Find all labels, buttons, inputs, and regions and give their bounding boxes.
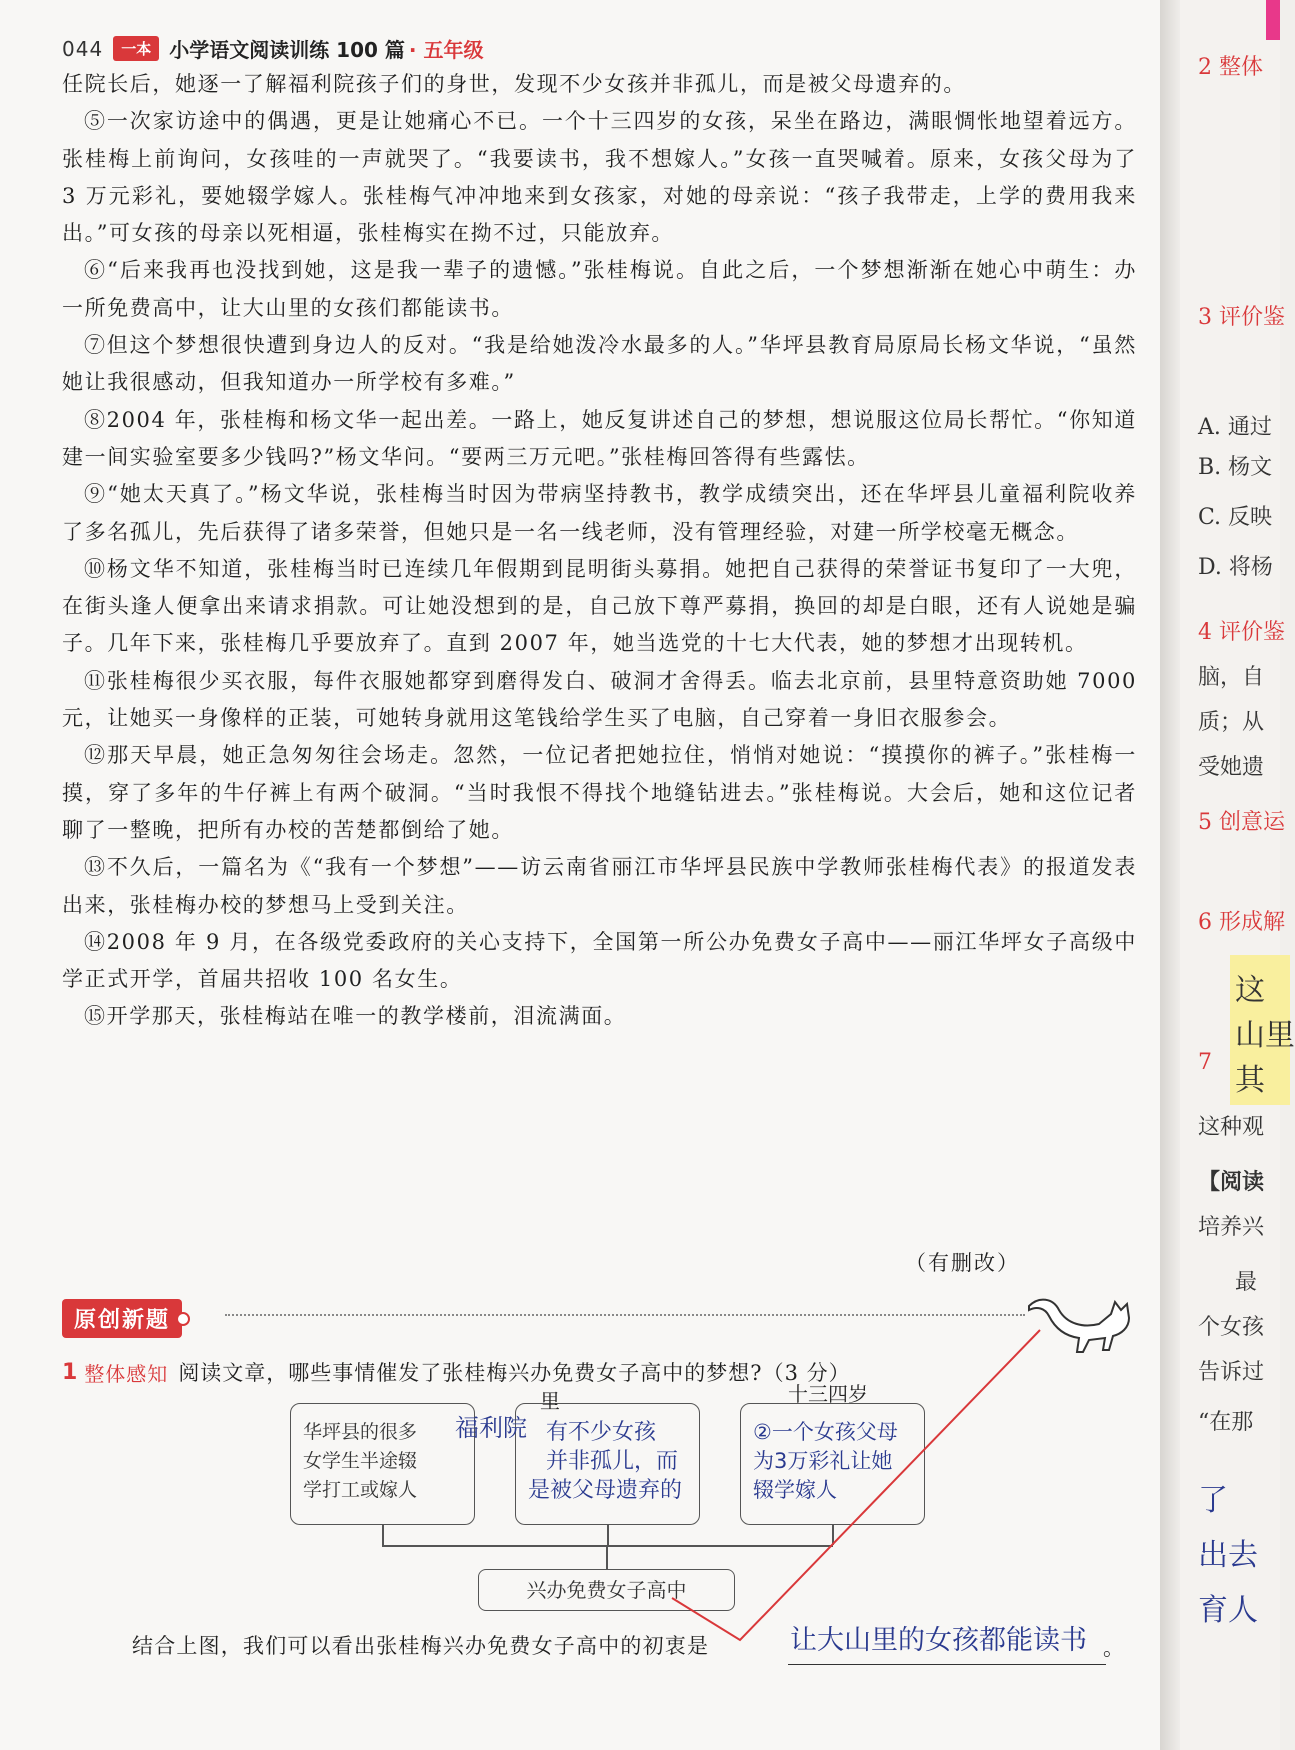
conclusion-text xyxy=(132,1630,709,1660)
question-number: 1 xyxy=(62,1359,79,1385)
connector-line xyxy=(382,1545,833,1547)
pink-tab xyxy=(1266,0,1280,40)
right-page-text: 【阅读 xyxy=(1198,1169,1265,1195)
diagram-box-3 xyxy=(740,1403,925,1525)
grade-label: · 五年级 xyxy=(408,38,484,62)
conclusion-prompt: 结合上图，我们可以看出张桂梅兴办免费女子高中的初衷是 xyxy=(132,1634,710,1658)
box-line: 学打工或嫁人 xyxy=(303,1479,418,1501)
connector-line xyxy=(382,1525,384,1545)
book-gutter xyxy=(1160,0,1180,1750)
paragraph: ⑫那天早晨，她正急匆匆往会场走。忽然，一位记者把她拉住，悄悄对她说：“摸摸你的裤子。”张桂梅一摸，穿了多年的牛仔裤上有两个破洞。“当时我恨不得找个地缝钻进去。”张桂梅说。大会后，她和这位记者聊了一整晚，把所有办校的苦楚都倒给了她。 xyxy=(62,743,1137,842)
article-text xyxy=(62,66,1137,1036)
connector-line xyxy=(607,1525,609,1545)
handwritten-line: 并非孤儿，而 xyxy=(546,1449,679,1474)
source-note: （有删改） xyxy=(905,1251,1020,1275)
right-page-text: A. 通过 xyxy=(1198,415,1272,440)
handwritten-annotation: 福利院 xyxy=(455,1414,527,1442)
right-page-text: “在那 xyxy=(1198,1410,1254,1435)
right-page-text: 这 xyxy=(1235,973,1265,1008)
paragraph: ⑬不久后，一篇名为《“我有一个梦想”——访云南省丽江市华坪县民族中学教师张桂梅代表》的报道发表出来，张桂梅办校的梦想马上受到关注。 xyxy=(62,855,1137,917)
page-header xyxy=(62,34,483,63)
right-page-text: 3 评价鉴 xyxy=(1198,305,1285,330)
dotted-divider xyxy=(225,1314,1025,1316)
right-page-text: 5 创意运 xyxy=(1198,810,1285,835)
paragraph: ⑪张桂梅很少买衣服，每件衣服她都穿到磨得发白、破洞才舍得丢。临去北京前，县里特意资助她 7000 元，让她买一身像样的正装，可她转身就用这笔钱给学生买了电脑，自己穿着一身旧衣服参会。 xyxy=(62,668,1137,731)
conclusion-end: 。 xyxy=(1103,1636,1124,1660)
right-page-text: 出去 xyxy=(1198,1538,1258,1573)
handwritten-annotation: 里 xyxy=(540,1389,560,1413)
right-page-text: 7 xyxy=(1198,1050,1212,1075)
right-page-text: 4 评价鉴 xyxy=(1198,620,1285,645)
right-page-text: 了 xyxy=(1198,1483,1228,1518)
right-page-text: C. 反映 xyxy=(1198,505,1273,530)
right-page-text: 其 xyxy=(1235,1063,1265,1098)
right-page-text: 脑，自 xyxy=(1198,665,1265,690)
paragraph: ⑦但这个梦想很快遭到身边人的反对。“我是给她泼冷水最多的人。”华坪县教育局原局长杨文华说，“虽然她让我很感动，但我知道办一所学校有多难。” xyxy=(62,333,1137,395)
right-page-text: 山里 xyxy=(1235,1018,1295,1053)
paragraph: ⑥“后来我再也没找到她，这是我一辈子的遗憾。”张桂梅说。自此之后，一个梦想渐渐在她心中萌生：办一所免费高中，让大山里的女孩们都能读书。 xyxy=(62,258,1137,320)
section-banner-label: 原创新题 xyxy=(62,1299,182,1338)
brand-logo: 一本 xyxy=(113,36,159,61)
right-page-text: 质；从 xyxy=(1198,710,1265,735)
paragraph: ⑨“她太天真了。”杨文华说，张桂梅当时因为带病坚持教书，教学成绩突出，还在华坪县儿童福利院收养了多名孤儿，先后获得了诸多荣誉，但她只是一名一线老师，没有管理经验，对建一所学校毫无概念。 xyxy=(62,482,1137,544)
diagram-center-box: 兴办免费女子高中 xyxy=(478,1569,735,1611)
right-page-text: 个女孩 xyxy=(1198,1315,1265,1340)
right-page-text: B. 杨文 xyxy=(1198,455,1273,480)
right-page-text: 2 整体 xyxy=(1198,55,1263,80)
paragraph: ⑧2004 年，张桂梅和杨文华一起出差。一路上，她反复讲述自己的梦想，想说服这位局长帮忙。“你知道建一间实验室要多少钱吗?”杨文华问。“要两三万元吧。”张桂梅回答得有些露怯。 xyxy=(62,407,1137,469)
right-page-text: 受她遗 xyxy=(1198,755,1265,780)
right-page-text: 这种观 xyxy=(1198,1115,1265,1140)
paragraph: ⑤一次家访途中的偶遇，更是让她痛心不已。一个十三四岁的女孩，呆坐在路边，满眼惆怅地望着远方。张桂梅上前询问，女孩哇的一声就哭了。“我要读书，我不想嫁人。”女孩一直哭喊着。原来，女孩父母为了 3 万元彩礼，要她辍学嫁人。张桂梅气冲冲地来到女孩家，对她的母亲说：“孩子我带走，上学的费用我来出。”可女孩的母亲以死相逼，张桂梅实在拗不过，只能放弃。 xyxy=(62,109,1137,246)
right-page-text: 育人 xyxy=(1198,1593,1258,1628)
question-1 xyxy=(62,1357,851,1387)
paragraph: 任院长后，她逐一了解福利院孩子们的身世，发现不少女孩并非孤儿，而是被父母遗弃的。 xyxy=(62,72,966,96)
diagram-box-2 xyxy=(515,1403,700,1525)
diagram-box-1 xyxy=(290,1403,475,1525)
connector-line xyxy=(832,1525,834,1545)
paragraph: ⑭2008 年 9 月，在各级党委政府的关心支持下，全国第一所公办免费女子高中——丽江华坪女子高级中学正式开学，首届共招收 100 名女生。 xyxy=(62,929,1137,992)
page-number: 044 xyxy=(62,36,104,61)
question-tag: 整体感知 xyxy=(84,1361,169,1386)
book-title: 小学语文阅读训练 100 篇 xyxy=(169,38,405,62)
right-page-text: D. 将杨 xyxy=(1198,555,1273,580)
banner-dot-icon xyxy=(176,1312,190,1326)
handwritten-line: 是被父母遗弃的 xyxy=(528,1478,683,1503)
handwritten-line: 有不少女孩 xyxy=(546,1420,657,1445)
box-line: 华坪县的很多 xyxy=(303,1421,418,1443)
connector-line xyxy=(606,1545,608,1569)
handwritten-line: ②一个女孩父母 xyxy=(753,1420,898,1444)
box-line: 女学生半途辍 xyxy=(303,1450,418,1472)
paragraph: ⑩杨文华不知道，张桂梅当时已连续几年假期到昆明街头募捐。她把自己获得的荣誉证书复印了一大兜，在街头逢人便拿出来请求捐款。可让她没想到的是，自己放下尊严募捐，换回的却是白眼，还有人说她是骗子。几年下来，张桂梅几乎要放弃了。直到 2007 年，她当选党的十七大代表，她的梦想才出现转机。 xyxy=(62,556,1137,656)
handwritten-line: 为3万彩礼让她 xyxy=(753,1449,893,1473)
handwritten-annotation: 十三四岁 xyxy=(788,1382,868,1406)
adjacent-page xyxy=(1180,0,1295,1750)
answer-underline xyxy=(788,1664,1106,1665)
handwritten-line: 辍学嫁人 xyxy=(753,1478,837,1502)
question-text: 阅读文章，哪些事情催发了张桂梅兴办免费女子高中的梦想?（3 分） xyxy=(178,1361,851,1385)
section-banner xyxy=(62,1299,190,1338)
handwritten-answer: 让大山里的女孩都能读书 xyxy=(790,1625,1087,1656)
cat-icon xyxy=(1025,1288,1135,1358)
right-page-text: 告诉过 xyxy=(1198,1360,1265,1385)
right-page-text: 最 xyxy=(1235,1270,1258,1295)
right-page-text: 培养兴 xyxy=(1198,1215,1265,1240)
right-page-text: 6 形成解 xyxy=(1198,910,1285,935)
paragraph: ⑮开学那天，张桂梅站在唯一的教学楼前，泪流满面。 xyxy=(84,1004,627,1029)
